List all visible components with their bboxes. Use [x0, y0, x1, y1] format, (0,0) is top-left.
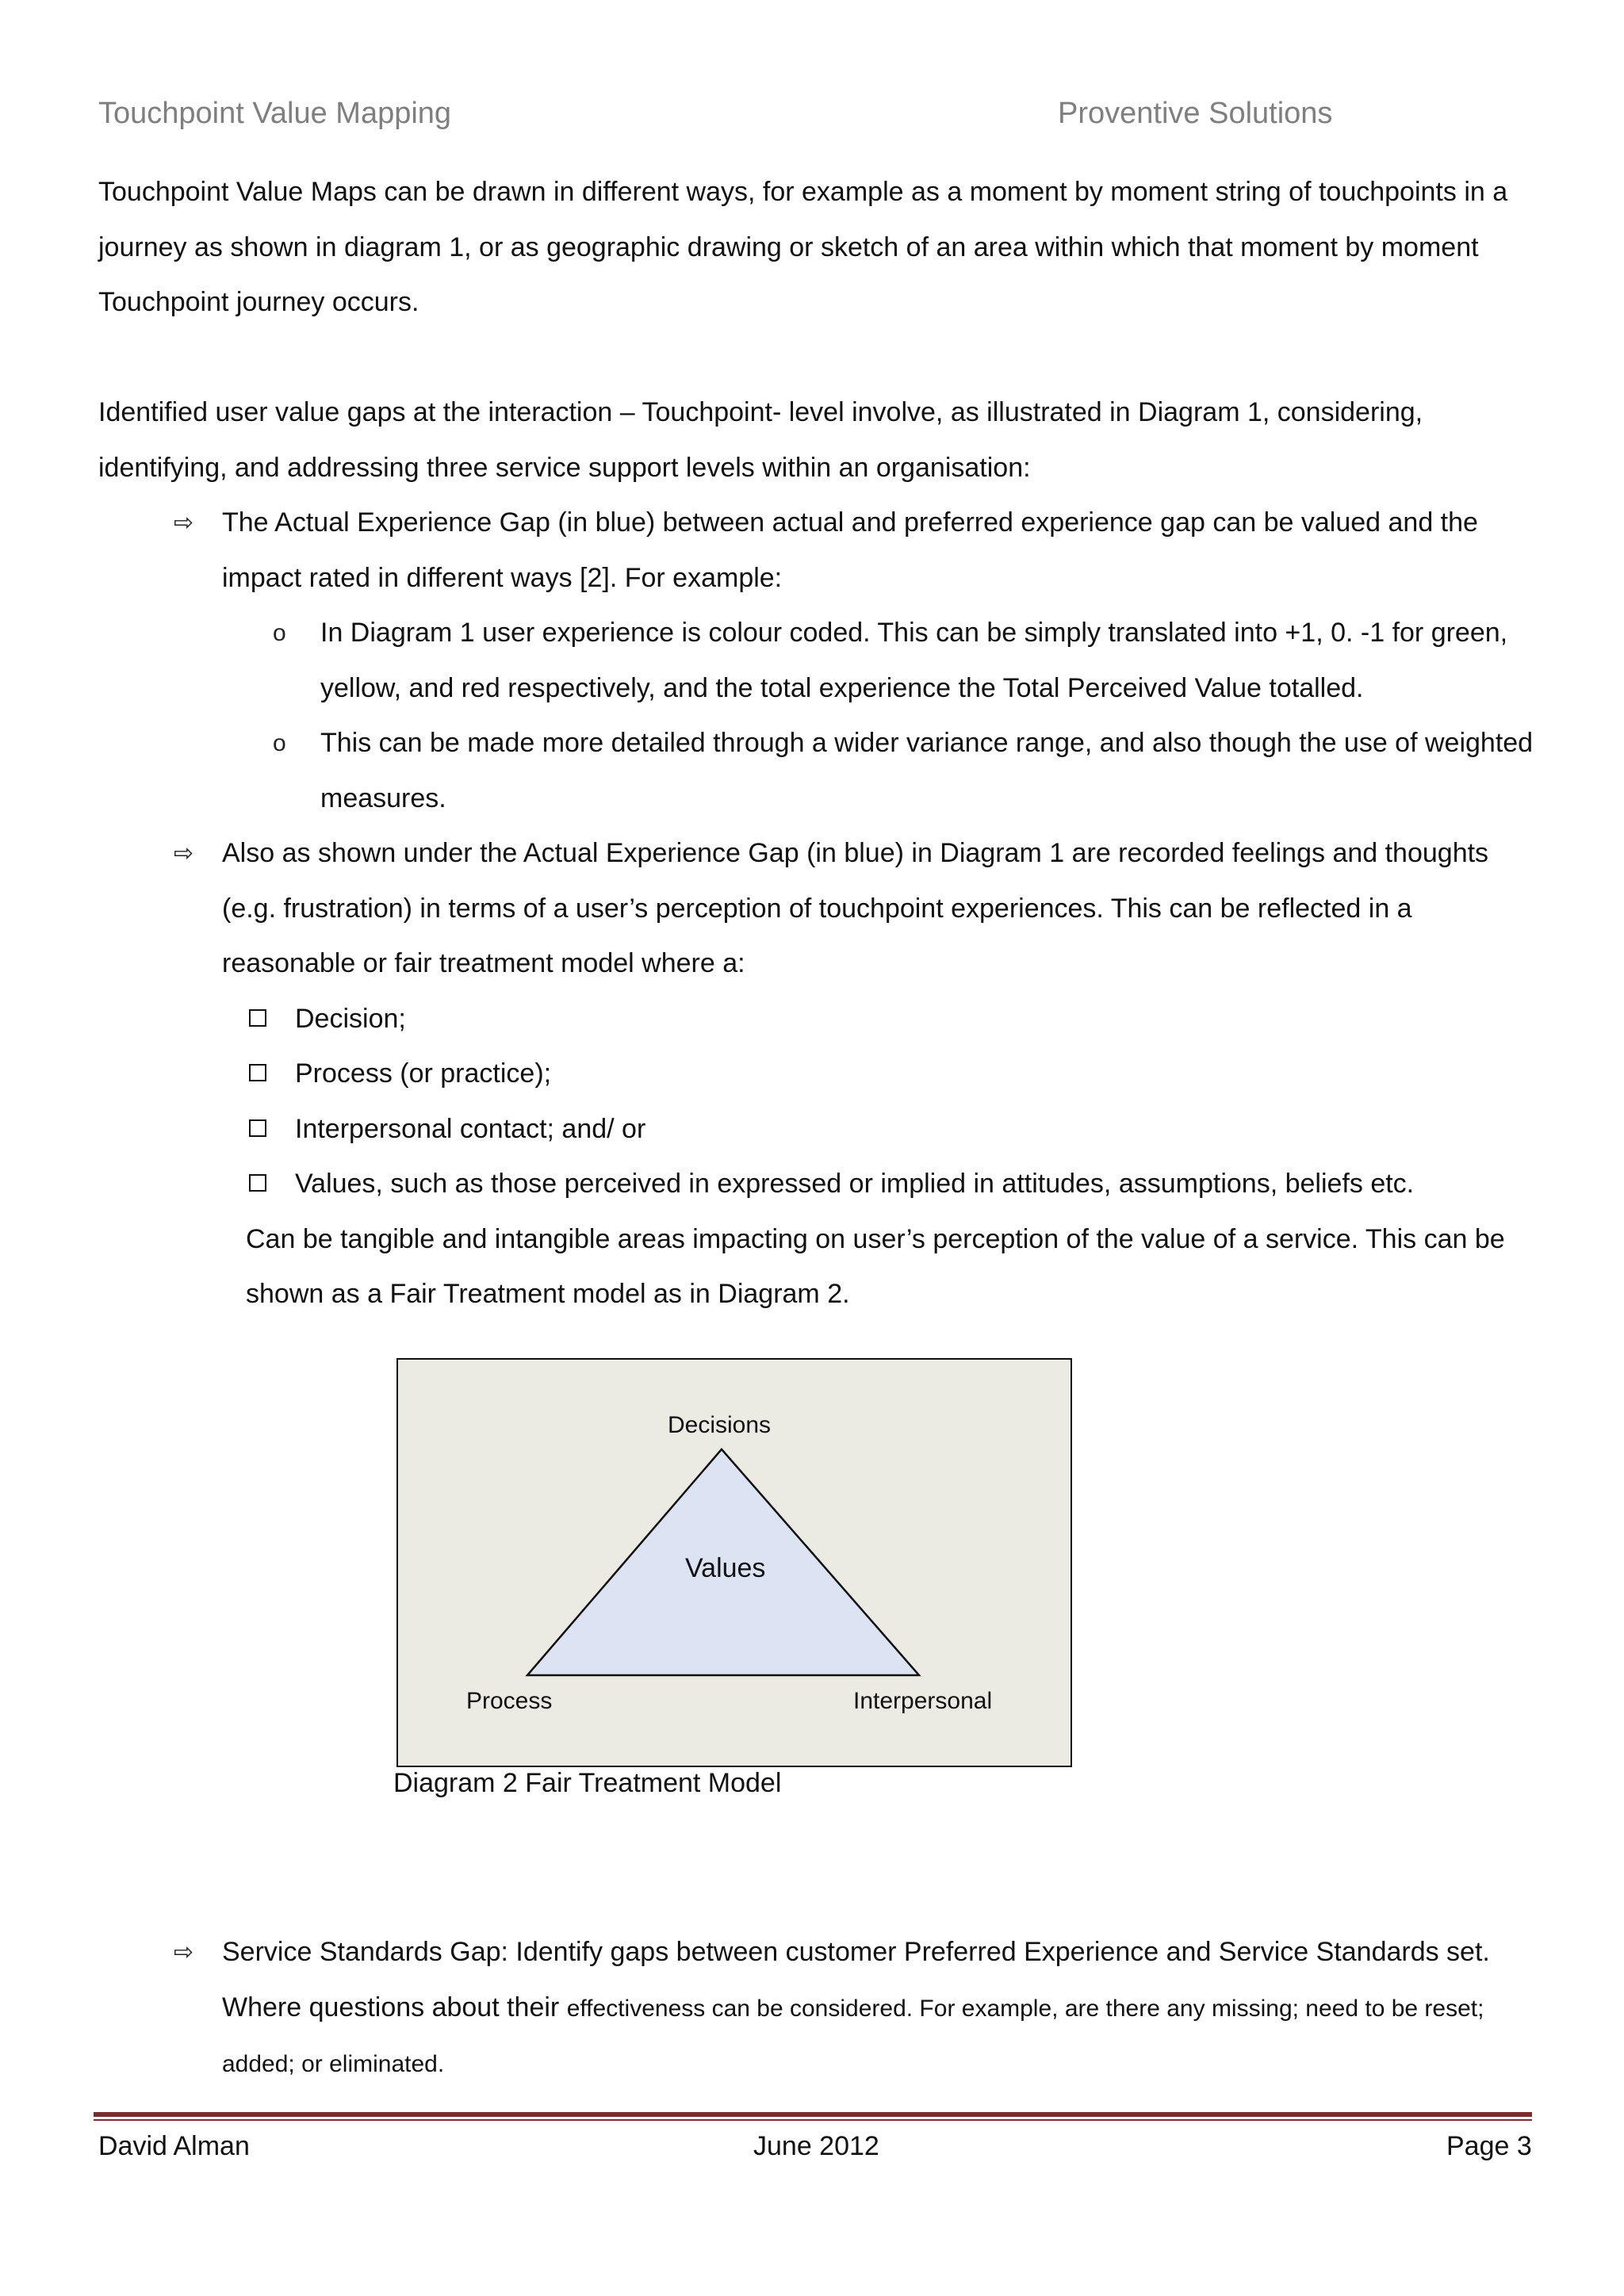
bullet-service-standards-gap [98, 1925, 1542, 2092]
bullet-text-part1: Service Standards Gap: Identify gaps between customer Preferred Experience and Service Standards set. Where questions about their [222, 1937, 1490, 2022]
footer-author: David Alman [98, 2131, 250, 2161]
checklist-item-decision [98, 992, 1542, 1047]
circle-bullet-icon: o [273, 620, 286, 646]
checklist-item-process [98, 1047, 1542, 1102]
arrow-bullet-icon: ⇨ [174, 510, 194, 536]
header-company: Proventive Solutions [1058, 97, 1333, 130]
diagram-label-interpersonal: Interpersonal [853, 1688, 993, 1714]
sub-bullet-text: This can be made more detailed through a wider variance range, and also though the use of weighted measures. [320, 728, 1534, 813]
diagram-caption: Diagram 2 Fair Treatment Model [393, 1768, 782, 1798]
fair-treatment-diagram [396, 1358, 1072, 1767]
checkbox-bullet-icon [249, 1174, 266, 1192]
checkbox-bullet-icon [249, 1119, 266, 1137]
header-title: Touchpoint Value Mapping [98, 97, 452, 130]
sub-bullet-variance [98, 716, 1542, 826]
intro-paragraph: Touchpoint Value Maps can be drawn in different ways, for example as a moment by moment string of touchpoints in a journey as shown in diagram 1, or as geographic drawing or sketch of an area within which that moment by moment Touchpoint journey occurs. [98, 177, 1508, 317]
checklist-text: Decision; [295, 1003, 406, 1034]
arrow-bullet-icon: ⇨ [174, 840, 194, 867]
continuation-paragraph: Can be tangible and intangible areas impacting on user’s perception of the value of a service. This can be shown as a Fair Treatment model as in Diagram 2. [246, 1223, 1505, 1309]
sub-bullet-text: In Diagram 1 user experience is colour coded. This can be simply translated into +1, 0. -1 for green, yellow, and red respectively, and the total experience the Total Perceived Value totalled. [320, 618, 1508, 703]
body-section-1 [98, 165, 1542, 1322]
circle-bullet-icon: o [273, 730, 286, 756]
footer-date: June 2012 [753, 2131, 879, 2161]
bullet-text: The Actual Experience Gap (in blue) between actual and preferred experience gap can be valued and the impact rated in different ways [2]. For example: [222, 507, 1478, 593]
bullet-text-part2: effectiveness can be considered. For example, are there any missing; need to be reset; added; or eliminated. [222, 1995, 1484, 2077]
diagram-label-process: Process [466, 1688, 553, 1714]
sub-bullet-colour-coded [98, 606, 1542, 716]
body-section-2 [98, 1925, 1542, 2092]
arrow-bullet-icon: ⇨ [174, 1939, 194, 1965]
gaps-intro-paragraph: Identified user value gaps at the interaction – Touchpoint- level involve, as illustrated in Diagram 1, considering, identifying, and addressing three service support levels within an organisation: [98, 397, 1423, 483]
footer-rule-thick [94, 2112, 1532, 2117]
checklist-text: Process (or practice); [295, 1058, 552, 1089]
footer-page-number: Page 3 [1446, 2131, 1532, 2161]
checklist-item-interpersonal [98, 1102, 1542, 1158]
footer-rule-thin [94, 2119, 1532, 2121]
bullet-feelings-thoughts [98, 826, 1542, 992]
diagram-label-decisions: Decisions [668, 1412, 772, 1438]
checklist-text: Interpersonal contact; and/ or [295, 1113, 646, 1144]
bullet-text: Also as shown under the Actual Experience Gap (in blue) in Diagram 1 are recorded feelings and thoughts (e.g. frustration) in terms of a user’s perception of touchpoint experiences. This can be reflected in a reasonable or fair treatment model where a: [222, 838, 1489, 978]
diagram-label-values: Values [685, 1553, 766, 1583]
checkbox-bullet-icon [249, 1009, 266, 1027]
checkbox-bullet-icon [249, 1064, 266, 1081]
checklist-text: Values, such as those perceived in expressed or implied in attitudes, assumptions, beliefs etc. [295, 1169, 1415, 1199]
checklist-item-values [98, 1157, 1542, 1212]
bullet-actual-experience-gap [98, 496, 1542, 606]
